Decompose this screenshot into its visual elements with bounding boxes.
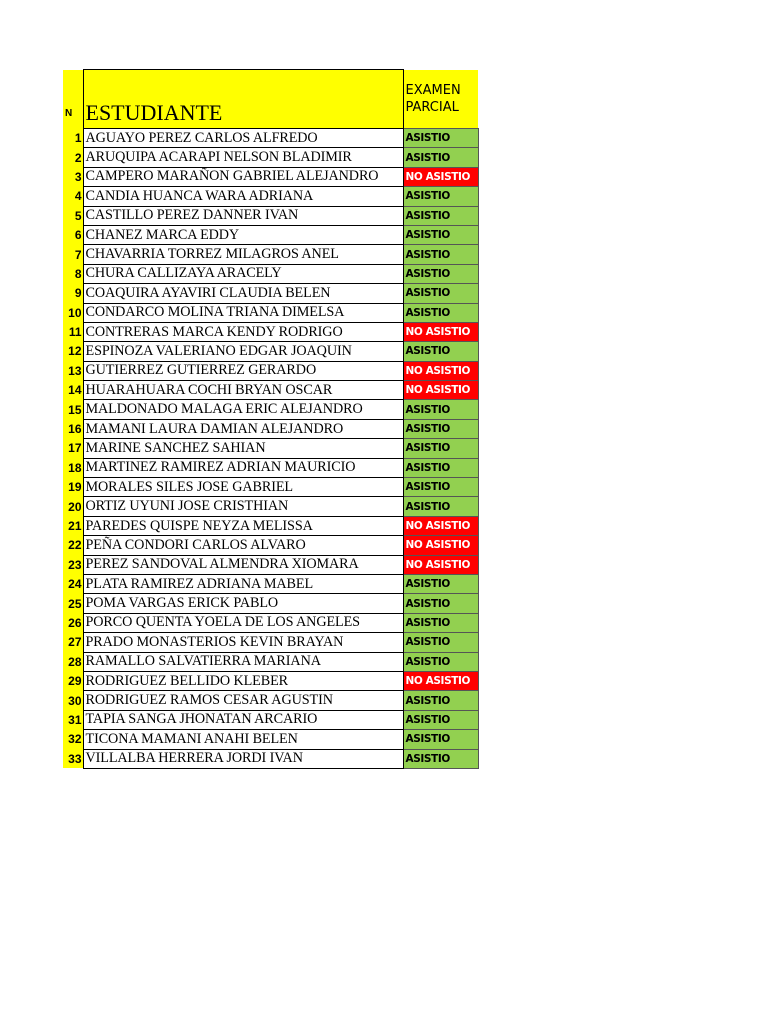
table-row	[63, 342, 478, 361]
status-present[interactable]: ASISTIO	[403, 245, 478, 264]
table-row	[63, 749, 478, 768]
row-number[interactable]: 7	[63, 245, 83, 264]
row-number[interactable]: 13	[63, 361, 83, 380]
status-absent[interactable]: NO ASISTIO	[403, 536, 478, 555]
student-name[interactable]: MAMANI LAURA DAMIAN ALEJANDRO	[83, 419, 403, 438]
table-row	[63, 478, 478, 497]
status-absent[interactable]: NO ASISTIO	[403, 322, 478, 341]
table-row	[63, 264, 478, 283]
table-row	[63, 458, 478, 477]
status-present[interactable]: ASISTIO	[403, 730, 478, 749]
status-absent[interactable]: NO ASISTIO	[403, 381, 478, 400]
student-name[interactable]: CANDIA HUANCA WARA ADRIANA	[83, 187, 403, 206]
student-name[interactable]: RODRIGUEZ RAMOS CESAR AGUSTIN	[83, 691, 403, 710]
row-number[interactable]: 9	[63, 284, 83, 303]
status-present[interactable]: ASISTIO	[403, 497, 478, 516]
row-number[interactable]: 5	[63, 206, 83, 225]
student-name[interactable]: PORCO QUENTA YOELA DE LOS ANGELES	[83, 613, 403, 632]
table-row	[63, 671, 478, 690]
table-row	[63, 652, 478, 671]
student-name[interactable]: PRADO MONASTERIOS KEVIN BRAYAN	[83, 633, 403, 652]
header-exam-line1: EXAMEN	[405, 82, 461, 98]
status-present[interactable]: ASISTIO	[403, 187, 478, 206]
status-present[interactable]: ASISTIO	[403, 342, 478, 361]
student-name[interactable]: PEÑA CONDORI CARLOS ALVARO	[83, 536, 403, 555]
row-number[interactable]: 24	[63, 574, 83, 593]
student-name[interactable]: PAREDES QUISPE NEYZA MELISSA	[83, 516, 403, 535]
table-row	[63, 187, 478, 206]
status-absent[interactable]: NO ASISTIO	[403, 555, 478, 574]
row-number[interactable]: 11	[63, 322, 83, 341]
status-absent[interactable]: NO ASISTIO	[403, 361, 478, 380]
student-name[interactable]: CAMPERO MARAÑON GABRIEL ALEJANDRO	[83, 167, 403, 186]
student-name[interactable]: HUARAHUARA COCHI BRYAN OSCAR	[83, 381, 403, 400]
row-number[interactable]: 23	[63, 555, 83, 574]
header-exam-line2: PARCIAL	[405, 99, 459, 115]
status-present[interactable]: ASISTIO	[403, 478, 478, 497]
student-name[interactable]: MALDONADO MALAGA ERIC ALEJANDRO	[83, 400, 403, 419]
student-name[interactable]: ORTIZ UYUNI JOSE CRISTHIAN	[83, 497, 403, 516]
status-present[interactable]: ASISTIO	[403, 225, 478, 244]
header-n[interactable]: N	[63, 70, 83, 129]
status-present[interactable]: ASISTIO	[403, 419, 478, 438]
table-row	[63, 400, 478, 419]
student-name[interactable]: MARINE SANCHEZ SAHIAN	[83, 439, 403, 458]
table-row	[63, 284, 478, 303]
student-name[interactable]: ESPINOZA VALERIANO EDGAR JOAQUIN	[83, 342, 403, 361]
student-name[interactable]: TICONA MAMANI ANAHI BELEN	[83, 730, 403, 749]
status-present[interactable]: ASISTIO	[403, 148, 478, 167]
student-name[interactable]: GUTIERREZ GUTIERREZ GERARDO	[83, 361, 403, 380]
status-present[interactable]: ASISTIO	[403, 749, 478, 768]
status-absent[interactable]: NO ASISTIO	[403, 671, 478, 690]
row-number[interactable]: 8	[63, 264, 83, 283]
table-row	[63, 633, 478, 652]
student-name[interactable]: PLATA RAMIREZ ADRIANA MABEL	[83, 574, 403, 593]
status-present[interactable]: ASISTIO	[403, 206, 478, 225]
row-number[interactable]: 16	[63, 419, 83, 438]
table-row	[63, 536, 478, 555]
status-present[interactable]: ASISTIO	[403, 574, 478, 593]
table-row	[63, 613, 478, 632]
table-row	[63, 439, 478, 458]
student-name[interactable]: POMA VARGAS ERICK PABLO	[83, 594, 403, 613]
table-row	[63, 361, 478, 380]
table-row	[63, 710, 478, 729]
status-present[interactable]: ASISTIO	[403, 633, 478, 652]
status-present[interactable]: ASISTIO	[403, 129, 478, 148]
row-number[interactable]: 6	[63, 225, 83, 244]
row-number[interactable]: 25	[63, 594, 83, 613]
table-row	[63, 555, 478, 574]
row-number[interactable]: 20	[63, 497, 83, 516]
status-present[interactable]: ASISTIO	[403, 613, 478, 632]
student-name[interactable]: MARTINEZ RAMIREZ ADRIAN MAURICIO	[83, 458, 403, 477]
status-present[interactable]: ASISTIO	[403, 303, 478, 322]
table-row	[63, 574, 478, 593]
student-name[interactable]: AGUAYO PEREZ CARLOS ALFREDO	[83, 129, 403, 148]
row-number[interactable]: 32	[63, 730, 83, 749]
row-number[interactable]: 19	[63, 478, 83, 497]
status-present[interactable]: ASISTIO	[403, 284, 478, 303]
status-present[interactable]: ASISTIO	[403, 439, 478, 458]
table-row	[63, 225, 478, 244]
status-present[interactable]: ASISTIO	[403, 710, 478, 729]
row-number[interactable]: 15	[63, 400, 83, 419]
status-present[interactable]: ASISTIO	[403, 594, 478, 613]
student-name[interactable]: TAPIA SANGA JHONATAN ARCARIO	[83, 710, 403, 729]
table-row	[63, 381, 478, 400]
status-present[interactable]: ASISTIO	[403, 264, 478, 283]
attendance-table	[63, 69, 479, 769]
header-exam[interactable]	[403, 70, 478, 129]
row-number[interactable]: 3	[63, 167, 83, 186]
row-number[interactable]: 26	[63, 613, 83, 632]
student-name[interactable]: CHANEZ MARCA EDDY	[83, 225, 403, 244]
row-number[interactable]: 27	[63, 633, 83, 652]
student-name[interactable]: ARUQUIPA ACARAPI NELSON BLADIMIR	[83, 148, 403, 167]
status-present[interactable]: ASISTIO	[403, 652, 478, 671]
status-present[interactable]: ASISTIO	[403, 458, 478, 477]
status-absent[interactable]: NO ASISTIO	[403, 516, 478, 535]
table-row	[63, 303, 478, 322]
table-row	[63, 129, 478, 148]
row-number[interactable]: 21	[63, 516, 83, 535]
row-number[interactable]: 28	[63, 652, 83, 671]
row-number[interactable]: 2	[63, 148, 83, 167]
row-number[interactable]: 4	[63, 187, 83, 206]
table-row	[63, 497, 478, 516]
row-number[interactable]: 33	[63, 749, 83, 768]
row-number[interactable]: 10	[63, 303, 83, 322]
student-name[interactable]: CASTILLO PEREZ DANNER IVAN	[83, 206, 403, 225]
student-name[interactable]: VILLALBA HERRERA JORDI IVAN	[83, 749, 403, 768]
student-name[interactable]: COAQUIRA AYAVIRI CLAUDIA BELEN	[83, 284, 403, 303]
table-row	[63, 206, 478, 225]
status-absent[interactable]: NO ASISTIO	[403, 167, 478, 186]
table-row	[63, 594, 478, 613]
table-row	[63, 322, 478, 341]
table-row	[63, 419, 478, 438]
table-row	[63, 245, 478, 264]
row-number[interactable]: 29	[63, 671, 83, 690]
status-present[interactable]: ASISTIO	[403, 691, 478, 710]
row-number[interactable]: 31	[63, 710, 83, 729]
row-number[interactable]: 18	[63, 458, 83, 477]
row-number[interactable]: 17	[63, 439, 83, 458]
status-present[interactable]: ASISTIO	[403, 400, 478, 419]
student-name[interactable]: RAMALLO SALVATIERRA MARIANA	[83, 652, 403, 671]
student-name[interactable]: CHAVARRIA TORREZ MILAGROS ANEL	[83, 245, 403, 264]
row-number[interactable]: 30	[63, 691, 83, 710]
student-name[interactable]: MORALES SILES JOSE GABRIEL	[83, 478, 403, 497]
header-student[interactable]: ESTUDIANTE	[83, 70, 403, 129]
table-row	[63, 691, 478, 710]
table-row	[63, 148, 478, 167]
row-number[interactable]: 14	[63, 381, 83, 400]
table-row	[63, 730, 478, 749]
student-name[interactable]: RODRIGUEZ BELLIDO KLEBER	[83, 671, 403, 690]
student-name[interactable]: PEREZ SANDOVAL ALMENDRA XIOMARA	[83, 555, 403, 574]
table-row	[63, 516, 478, 535]
row-number[interactable]: 22	[63, 536, 83, 555]
header-row	[63, 70, 478, 129]
student-name[interactable]: CONDARCO MOLINA TRIANA DIMELSA	[83, 303, 403, 322]
table-row	[63, 167, 478, 186]
row-number[interactable]: 12	[63, 342, 83, 361]
student-name[interactable]: CONTRERAS MARCA KENDY RODRIGO	[83, 322, 403, 341]
student-name[interactable]: CHURA CALLIZAYA ARACELY	[83, 264, 403, 283]
row-number[interactable]: 1	[63, 129, 83, 148]
